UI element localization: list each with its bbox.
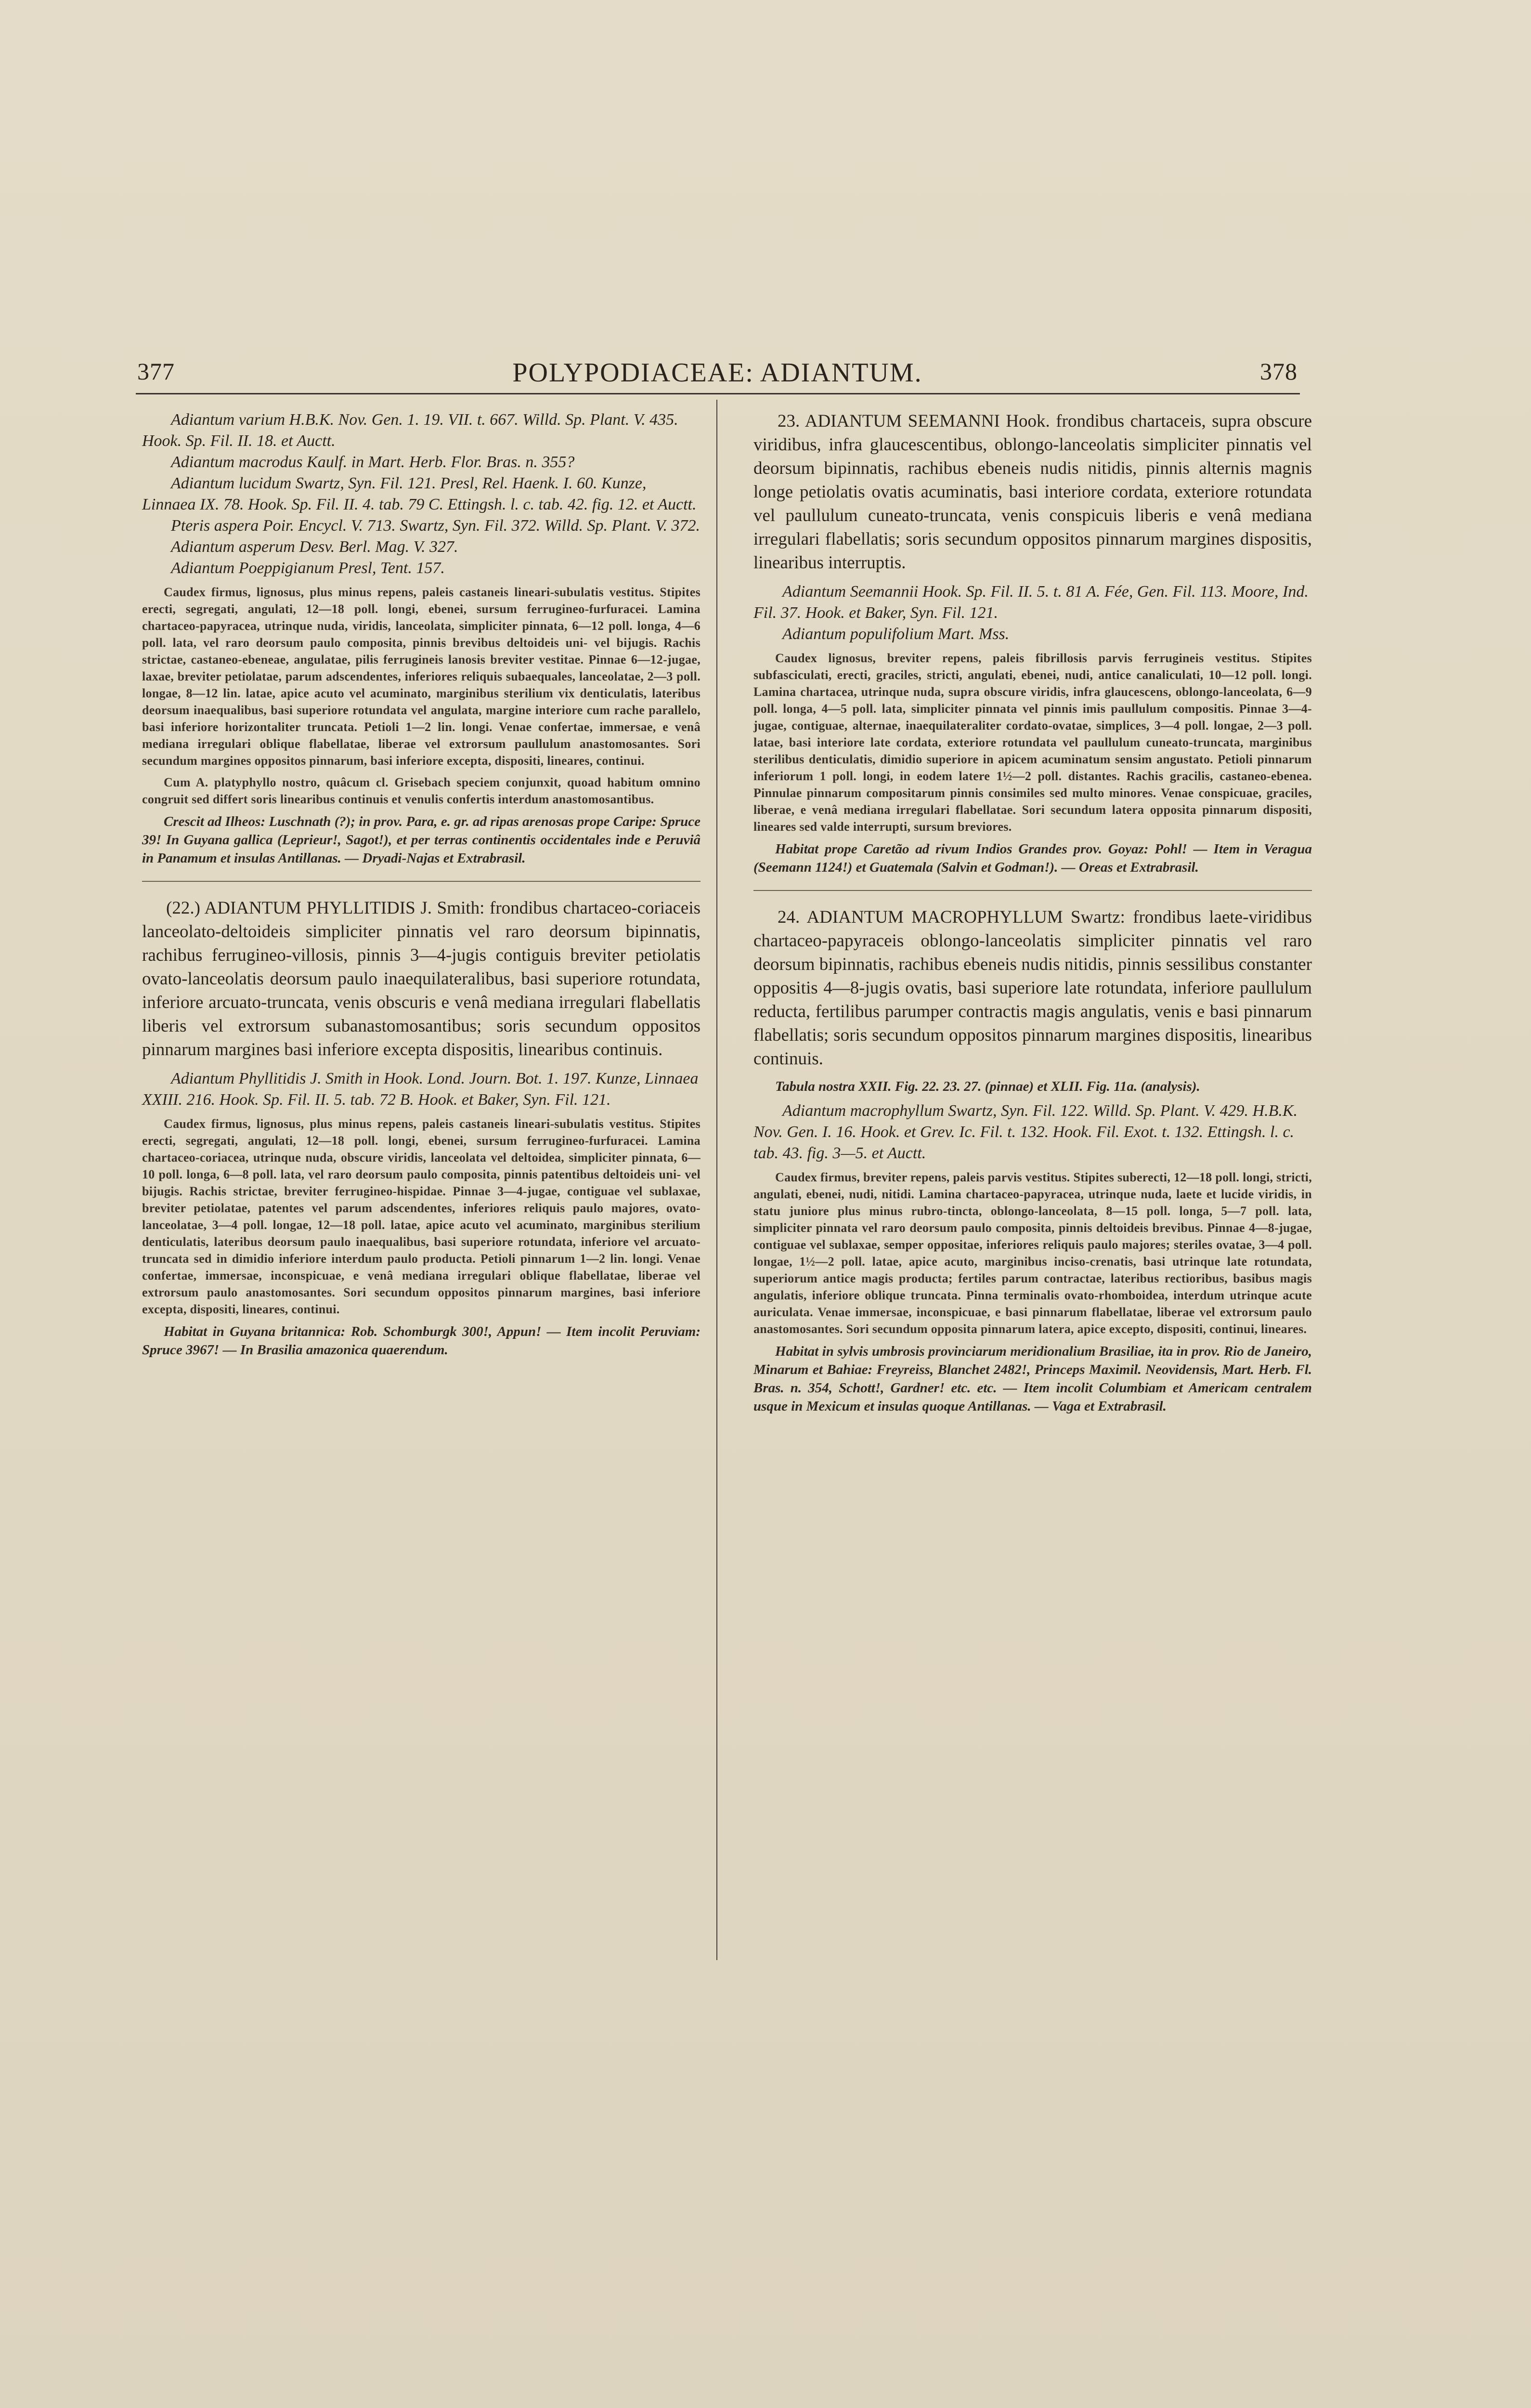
description: Caudex firmus, lignosus, plus minus repens, paleis castaneis lineari-subulatis vestitus. Stipites erecti, segregati, angulati, 12—18 poll. longi, ebenei, sursum ferrugineo-furfuracei. Lamina chartaceo-papyracea, utrinque nuda, viridis, lanceolata, simpliciter pinnata, 6—12 poll. longa, 4—6 poll. lata, vel raro deorsum paulo composita, pinnis brevibus deltoideis uni- vel bijugis. Rachis strictae, castaneo-ebeneae, angulatae, pilis ferrugineis lanosis breviter vestitae. Pinnae 6—12-jugae, laxae, breviter petiolatae, parum adscendentes, inferiores reliquis subaequales, lanceolatae, 2—3 poll. longae, 8—12 lin. latae, apice acuto vel acuminato, marginibus sterilium vix denticulatis, lateribus deorsum inaequalibus, basi superiore rotundata vel angulata, margine interiore cum rache parallelo, basi inferiore horizontaliter truncata. Petioli 1—2 lin. longi. Venae confertae, immersae, e venâ mediana irregulari oblique flabellatae, liberae vel extrorsum paullulum anastomosantes. Sori secundum margines oppositos pinnarum, basi inferiore excepta, dispositi, lineares, continui. bbox=[142, 585, 701, 768]
page-number-right: 378 bbox=[1260, 358, 1297, 385]
habitat: Habitat prope Caretão ad rivum Indios Grandes prov. Goyaz: Pohl! — Item in Veragua (Seemann 1124!) et Guatemala (Salvin et Godman!). — Oreas et Extrabrasil. bbox=[753, 841, 1312, 875]
plate-reference: Tabula nostra XXII. Fig. 22. 23. 27. (pinnae) et XLII. Fig. 11a. (analysis). bbox=[775, 1079, 1200, 1094]
remark: Cum A. platyphyllo nostro, quâcum cl. Grisebach speciem conjunxit, quoad habitum omnino congruit sed differt soris linearibus continuis et venulis confertis interdum anastomosantibus. bbox=[142, 775, 701, 806]
header-rule bbox=[136, 393, 1300, 394]
description: Caudex lignosus, breviter repens, paleis fibrillosis parvis ferrugineis vestitus. Stipites subfasciculati, erecti, graciles, stricti, angulati, ebenei, nudi, antice canaliculati, 10—12 poll. longi. Lamina chartacea, utrinque nuda, supra obscure viridis, infra glaucescens, oblongo-lanceolata, 6—9 poll. longa, 4—5 poll. lata, simpliciter pinnata vel pinnis imis paullulum compositis. Pinnae 3—4-jugae, contiguae, alternae, inaequilateraliter cordato-ovatae, simplices, 3—4 poll. longae, 2—3 poll. latae, basi interiore late cordata, exteriore rotundata vel paullulum cuneato-truncata, marginibus sterilibus denticulatis, dimidio superiore in apicem acuminatum sensim angustato. Petioli pinnarum inferiorum 1 poll. longi, in eodem latere 1½—2 poll. distantes. Rachis gracilis, castaneo-ebenea. Pinnulae pinnarum compositarum pinnis consimiles sed multo minores. Venae conspicuae, graciles, liberae, e venâ mediana irregulari flabellatae. Sori secundum latera opposita pinnarum dispositi, lineares sed valde interrupti, sursum breviores. bbox=[753, 651, 1312, 834]
habitat: Habitat in sylvis umbrosis provinciarum meridionalium Brasiliae, ita in prov. Rio de Janeiro, Minarum et Bahiae: Freyreiss, Blanchet 2482!, Princeps Maximil. Neovidensis, Mart. Herb. Fl. Bras. n. 354, Schott!, Gardner! etc. etc. — Item incolit Columbiam et Americam centralem usque in Mexicum et insulas quoque Antillanas. — Vaga et Extrabrasil. bbox=[753, 1344, 1312, 1414]
synonym-citations bbox=[753, 581, 1312, 645]
section-rule bbox=[142, 881, 701, 882]
page-number-left: 377 bbox=[137, 358, 175, 385]
citation: Adiantum lucidum Swartz, Syn. Fil. 121. Presl, Rel. Haenk. I. 60. Kunze, Linnaea IX. 78. Hook. Sp. Fil. II. 4. tab. 79 C. Ettingsh. l. c. tab. 42. fig. 12. et Auctt. bbox=[142, 474, 697, 513]
species-diagnosis-24: 24. ADIANTUM MACROPHYLLUM Swartz: frondibus laete-viridibus chartaceo-papyraceis oblongo-lanceolatis simpliciter pinnatis vel raro deorsum bipinnatis, rachibus ebeneis nudis nitidis, pinnis sessilibus constanter oppositis 4—8-jugis ovatis, basi superiore late rotundata, inferiore paullulum reducta, fertilibus parumper contractis magis angulatis, venis e basi pinnarum flabellatis; soris secundum oppositos pinnarum margines dispositis, linearibus continuis. bbox=[753, 907, 1312, 1069]
citation: Adiantum Seemannii Hook. Sp. Fil. II. 5. t. 81 A. Fée, Gen. Fil. 113. Moore, Ind. Fil. 37. Hook. et Baker, Syn. Fil. 121. bbox=[753, 583, 1309, 622]
running-title: POLYPODIACEAE: ADIANTUM. bbox=[512, 358, 922, 388]
right-column bbox=[753, 409, 1312, 1420]
citation: Adiantum varium H.B.K. Nov. Gen. 1. 19. VII. t. 667. Willd. Sp. Plant. V. 435. Hook. Sp. Fil. II. 18. et Auctt. bbox=[142, 411, 678, 450]
species-diagnosis-23: 23. ADIANTUM SEEMANNI Hook. frondibus chartaceis, supra obscure viridibus, infra glaucescentibus, oblongo-lanceolatis simpliciter pinnatis vel deorsum bipinnatis, rachibus ebeneis nudis nitidis, pinnis alternis magnis longe petiolatis ovatis acuminatis, basi interiore cordata, exteriore rotundata vel paullulum cuneato-truncata, venis conspicuis liberis e venâ mediana irregulari flabellatis; soris secundum oppositos pinnarum margines dispositis, linearibus interruptis. bbox=[753, 411, 1312, 573]
left-column bbox=[142, 409, 701, 1364]
synonym-citations bbox=[753, 1100, 1312, 1164]
running-header bbox=[137, 357, 1297, 391]
citation: Adiantum Poeppigianum Presl, Tent. 157. bbox=[171, 559, 445, 577]
citation: Adiantum Phyllitidis J. Smith in Hook. Lond. Journ. Bot. 1. 197. Kunze, Linnaea XXIII. 216. Hook. Sp. Fil. II. 5. tab. 72 B. Hook. et Baker, Syn. Fil. 121. bbox=[142, 1070, 699, 1109]
citation: Adiantum populifolium Mart. Mss. bbox=[782, 625, 1010, 643]
column-divider bbox=[716, 400, 717, 1960]
description: Caudex firmus, breviter repens, paleis parvis vestitus. Stipites suberecti, 12—18 poll. longi, stricti, angulati, ebenei, nudi, nitidi. Lamina chartaceo-papyracea, utrinque nuda, laete et lucide viridis, in statu juniore plus minus rubro-tincta, oblongo-lanceolata, 8—15 poll. longa, 5—7 poll. lata, simpliciter pinnata vel raro deorsum paulo composita, pinnis deltoideis brevibus. Pinnae 4—8-jugae, contiguae vel sublaxae, semper oppositae, inferiores reliquis paulo majores; steriles ovatae, 3—4 poll. longae, 1½—2 poll. latae, apice acuto, marginibus inciso-crenatis, basi utrinque late rotundata, superiorum antice magis producta; fertiles parum contractae, lateribus rectioribus, basibus magis angulatis, inferiore oblique truncata. Pinna terminalis ovato-rhomboidea, interdum utrinque acute auriculata. Venae immersae, inconspicuae, e basi pinnarum flabellatae, liberae vel extrorsum paulo anastomosantes. Sori secundum opposita pinnarum latera, apice excepto, dispositi, continui, lineares. bbox=[753, 1170, 1312, 1336]
citation: Pteris aspera Poir. Encycl. V. 713. Swartz, Syn. Fil. 372. Willd. Sp. Plant. V. 372. bbox=[171, 517, 700, 535]
citation: Adiantum macrophyllum Swartz, Syn. Fil. 122. Willd. Sp. Plant. V. 429. H.B.K. Nov. Gen. I. 16. Hook. et Grev. Ic. Fil. t. 132. Hook. Fil. Exot. t. 132. Ettingsh. l. c. tab. 43. fig. 3—5. et Auctt. bbox=[753, 1102, 1298, 1162]
habitat: Crescit ad Ilheos: Luschnath (?); in prov. Para, e. gr. ad ripas arenosas prope Caripe: Spruce 39! In Guyana gallica (Leprieur!, Sagot!), et per terras continentis occidentales inde e Peruviâ in Panamum et insulas Antillanas. — Dryadi-Najas et Extrabrasil. bbox=[142, 814, 701, 866]
citation: Adiantum asperum Desv. Berl. Mag. V. 327. bbox=[171, 538, 458, 556]
species-diagnosis-22: (22.) ADIANTUM PHYLLITIDIS J. Smith: frondibus chartaceo-coriaceis lanceolato-deltoideis simpliciter pinnatis vel raro deorsum bipinnatis, rachibus ferrugineo-villosis, pinnis 3—4-jugis contiguis breviter petiolatis ovato-lanceolatis deorsum paulo inaequilateralibus, basi superiore rotundata, inferiore arcuato-truncata, venis obscuris e venâ mediana irregulari flabellatis liberis vel extrorsum subanastomosantibus; soris secundum oppositos pinnarum margines basi inferiore excepta dispositis, linearibus continuis. bbox=[142, 898, 701, 1060]
citation: Adiantum macrodus Kaulf. in Mart. Herb. Flor. Bras. n. 355? bbox=[171, 453, 575, 471]
habitat: Habitat in Guyana britannica: Rob. Schomburgk 300!, Appun! — Item incolit Peruviam: Spruce 3967! — In Brasilia amazonica quaerendum. bbox=[142, 1324, 701, 1358]
description: Caudex firmus, lignosus, plus minus repens, paleis castaneis lineari-subulatis vestitus. Stipites erecti, segregati, angulati, 12—18 poll. longi, ebenei, sursum ferrugineo-furfuracei. Lamina chartaceo-coriacea, utrinque nuda, obscure viridis, lanceolata vel deltoidea, simpliciter pinnata, 6—10 poll. longa, 6—8 poll. lata, vel raro deorsum paulo composita, pinnis patentibus deltoideis uni- vel bijugis. Rachis strictae, breviter ferrugineo-hispidae. Pinnae 3—4-jugae, contiguae vel sublaxae, breviter petiolatae, patentes vel parum adscendentes, inferiores reliquis paulo majores, ovato-lanceolatae, 3—4 poll. longae, 12—18 poll. latae, apice acuto vel acuminato, marginibus sterilium denticulatis, lateribus deorsum paulo inaequalibus, basi superiore rotundata, inferiore vel arcuato-truncata sed in dimidio inferiore interdum paulo producta. Petioli pinnarum 1—2 lin. longi. Venae confertae, immersae, inconspicuae, e venâ mediana irregulari oblique flabellatae, liberae vel extrorsum paulo anastomosantes. Sori secundum oppositos pinnarum margines, basi inferiore excepta, dispositi, lineares, continui. bbox=[142, 1117, 701, 1316]
synonym-citations bbox=[142, 409, 701, 579]
synonym-citations bbox=[142, 1068, 701, 1111]
section-rule bbox=[753, 890, 1312, 891]
